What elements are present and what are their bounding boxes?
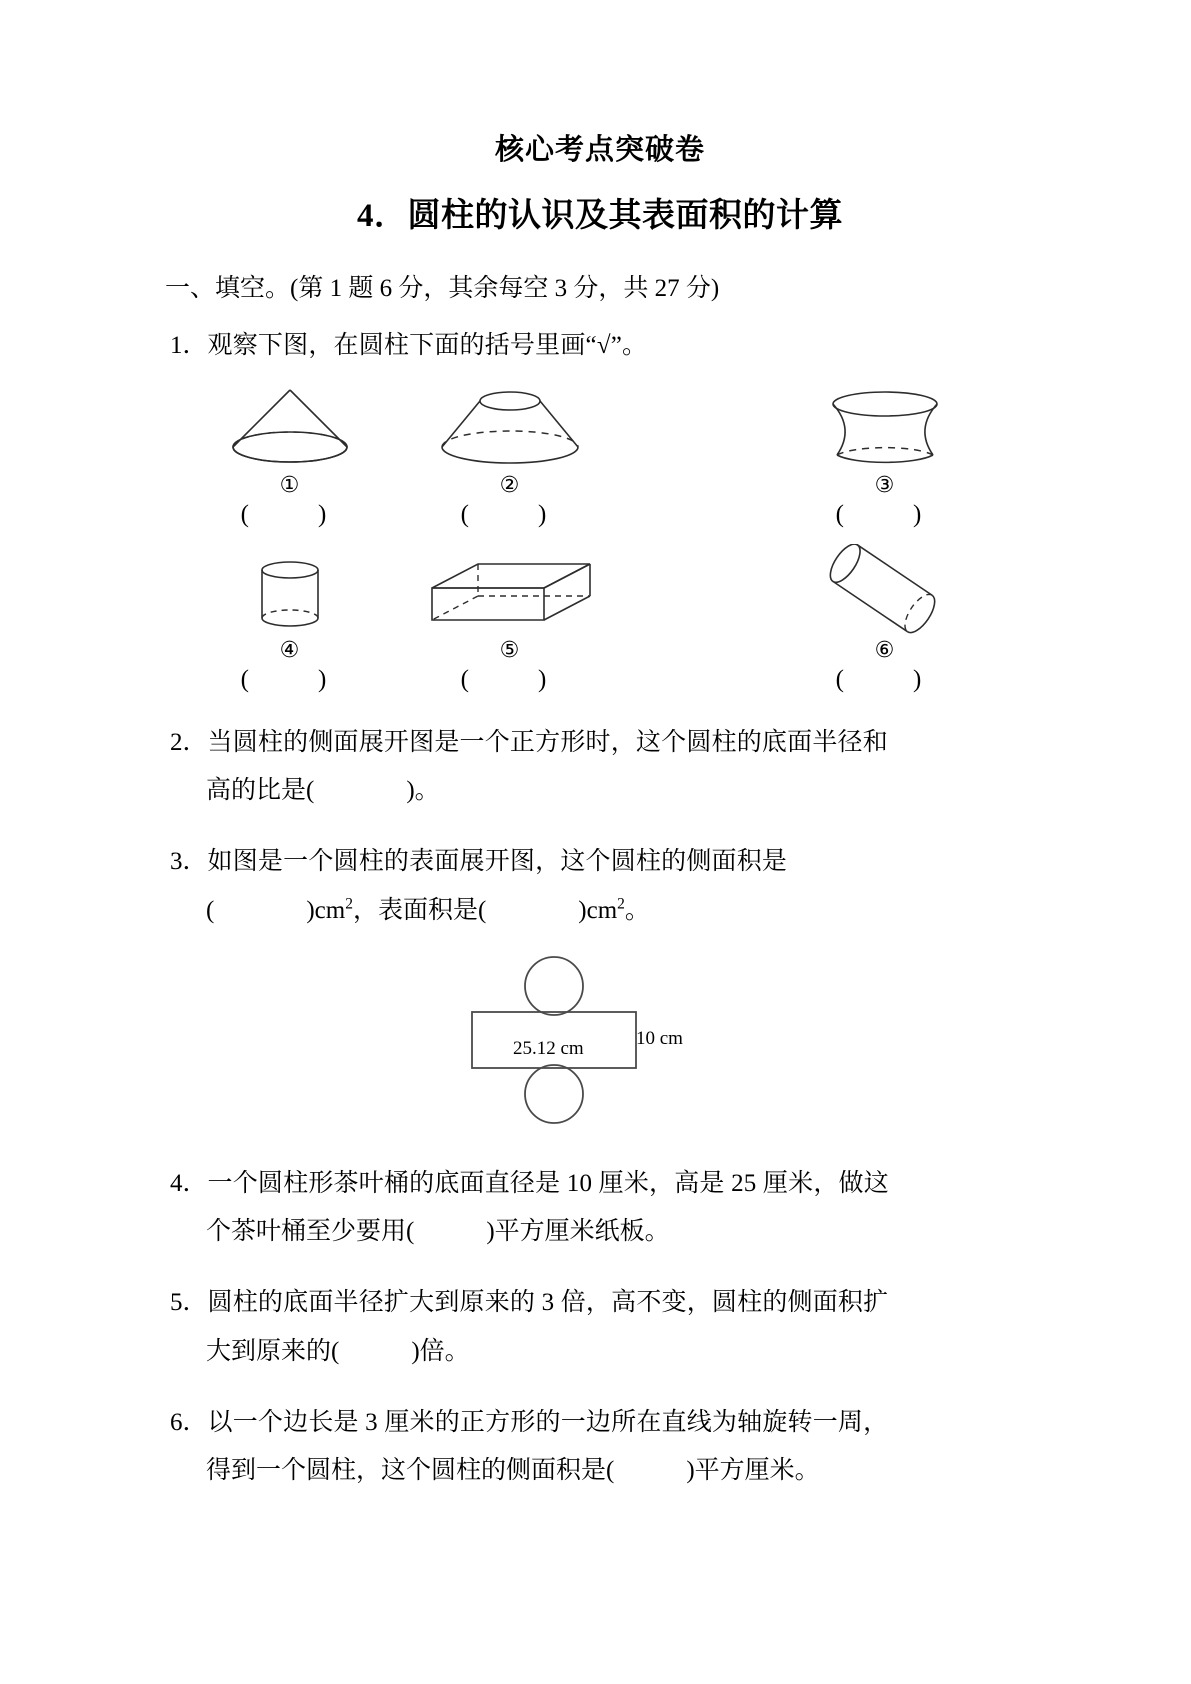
answer-bracket-1[interactable]: ( ) bbox=[240, 501, 349, 529]
question-6-text-before-blank: 得到一个圆柱，这个圆柱的侧面积是( bbox=[206, 1457, 615, 1485]
frustum-icon bbox=[412, 379, 607, 471]
question-3-unit-2: )cm bbox=[578, 896, 618, 924]
question-4-line2 bbox=[170, 1208, 1030, 1257]
question-3-diagram-wrapper bbox=[170, 954, 1030, 1134]
question-4 bbox=[170, 1160, 1030, 1209]
question-6-line2 bbox=[170, 1447, 1030, 1496]
question-4-text-after-blank: )平方厘米纸板。 bbox=[486, 1218, 670, 1246]
question-5-number: 5． bbox=[170, 1289, 208, 1317]
hyperboloid-icon bbox=[787, 379, 982, 471]
question-2-number: 2． bbox=[170, 728, 208, 756]
shape-label-2: ② bbox=[499, 473, 520, 499]
question-3-end-period: 。 bbox=[624, 896, 650, 924]
page-subtitle: 4．圆柱的认识及其表面积的计算 bbox=[357, 197, 843, 234]
question-3 bbox=[170, 838, 1030, 887]
answer-bracket-2[interactable]: ( ) bbox=[460, 501, 569, 529]
page-content bbox=[165, 0, 1030, 1496]
question-1 bbox=[170, 322, 1030, 371]
shape-item-4 bbox=[192, 544, 387, 697]
cuboid-icon bbox=[412, 544, 607, 636]
shape-item-1 bbox=[192, 379, 387, 532]
shape-label-4: ④ bbox=[279, 637, 300, 663]
question-3-unit-1-exponent: 2 bbox=[345, 895, 353, 913]
cylinder-icon bbox=[192, 544, 387, 636]
question-4-number: 4． bbox=[170, 1169, 208, 1197]
shape-row-top bbox=[192, 379, 1012, 532]
cylinder-net-diagram bbox=[460, 954, 700, 1134]
question-6-text-after-blank: )平方厘米。 bbox=[686, 1457, 820, 1485]
section-heading-fill-in-blanks: 一、填空。(第 1 题 6 分，其余每空 3 分，共 27 分) bbox=[165, 275, 720, 303]
question-5 bbox=[170, 1279, 1030, 1328]
question-5-text-line1: 圆柱的底面半径扩大到原来的 3 倍，高不变，圆柱的侧面积扩 bbox=[207, 1289, 889, 1317]
question-2-text-line1: 当圆柱的侧面展开图是一个正方形时，这个圆柱的底面半径和 bbox=[207, 728, 888, 756]
question-3-unit-1: )cm bbox=[306, 896, 346, 924]
shape-label-3: ③ bbox=[874, 473, 895, 499]
question-2-text-after-blank: )。 bbox=[406, 777, 440, 805]
question-6 bbox=[170, 1399, 1030, 1448]
question-6-number: 6． bbox=[170, 1408, 208, 1436]
question-3-line2 bbox=[170, 887, 1030, 936]
answer-bracket-6[interactable]: ( ) bbox=[835, 666, 944, 694]
net-top-base-circle bbox=[525, 957, 583, 1015]
question-4-text-before-blank: 个茶叶桶至少要用( bbox=[206, 1218, 415, 1246]
cone-icon bbox=[192, 379, 387, 471]
shape-row-bottom bbox=[192, 544, 1012, 697]
shape-item-5 bbox=[412, 544, 607, 697]
shape-item-6 bbox=[787, 544, 982, 697]
page-title: 核心考点突破卷 bbox=[494, 134, 705, 166]
question-3-unit-2-exponent: 2 bbox=[617, 895, 625, 913]
question-3-number: 3． bbox=[170, 848, 208, 876]
answer-bracket-4[interactable]: ( ) bbox=[240, 666, 349, 694]
question-2-line2 bbox=[170, 767, 1030, 816]
question-2-text-before-blank: 高的比是( bbox=[206, 777, 315, 805]
shape-item-2 bbox=[412, 379, 607, 532]
question-5-line2 bbox=[170, 1328, 1030, 1377]
question-1-number: 1． bbox=[170, 332, 208, 360]
net-height-label: 10 cm bbox=[636, 1027, 683, 1049]
shape-item-3 bbox=[787, 379, 982, 532]
question-3-text-line1: 如图是一个圆柱的表面展开图，这个圆柱的侧面积是 bbox=[207, 848, 788, 876]
question-3-mid-text: ，表面积是( bbox=[352, 896, 487, 924]
answer-bracket-3[interactable]: ( ) bbox=[835, 501, 944, 529]
tilted-cylinder-icon bbox=[787, 544, 982, 636]
net-bottom-base-circle bbox=[525, 1065, 583, 1123]
shape-label-5: ⑤ bbox=[499, 637, 520, 663]
question-4-text-line1: 一个圆柱形茶叶桶的底面直径是 10 厘米，高是 25 厘米，做这 bbox=[207, 1169, 889, 1197]
shape-label-1: ① bbox=[279, 473, 300, 499]
shape-label-6: ⑥ bbox=[874, 637, 895, 663]
question-5-text-after-blank: )倍。 bbox=[411, 1337, 470, 1365]
net-circumference-label: 25.12 cm bbox=[513, 1037, 584, 1059]
question-6-text-line1: 以一个边长是 3 厘米的正方形的一边所在直线为轴旋转一周， bbox=[207, 1408, 889, 1436]
answer-bracket-5[interactable]: ( ) bbox=[460, 666, 569, 694]
question-2 bbox=[170, 719, 1030, 768]
question-3-open-paren-1: ( bbox=[206, 896, 215, 924]
question-5-text-before-blank: 大到原来的( bbox=[206, 1337, 340, 1365]
question-1-shape-grid bbox=[192, 379, 1012, 697]
question-1-text: 观察下图，在圆柱下面的括号里画“√”。 bbox=[207, 332, 648, 360]
